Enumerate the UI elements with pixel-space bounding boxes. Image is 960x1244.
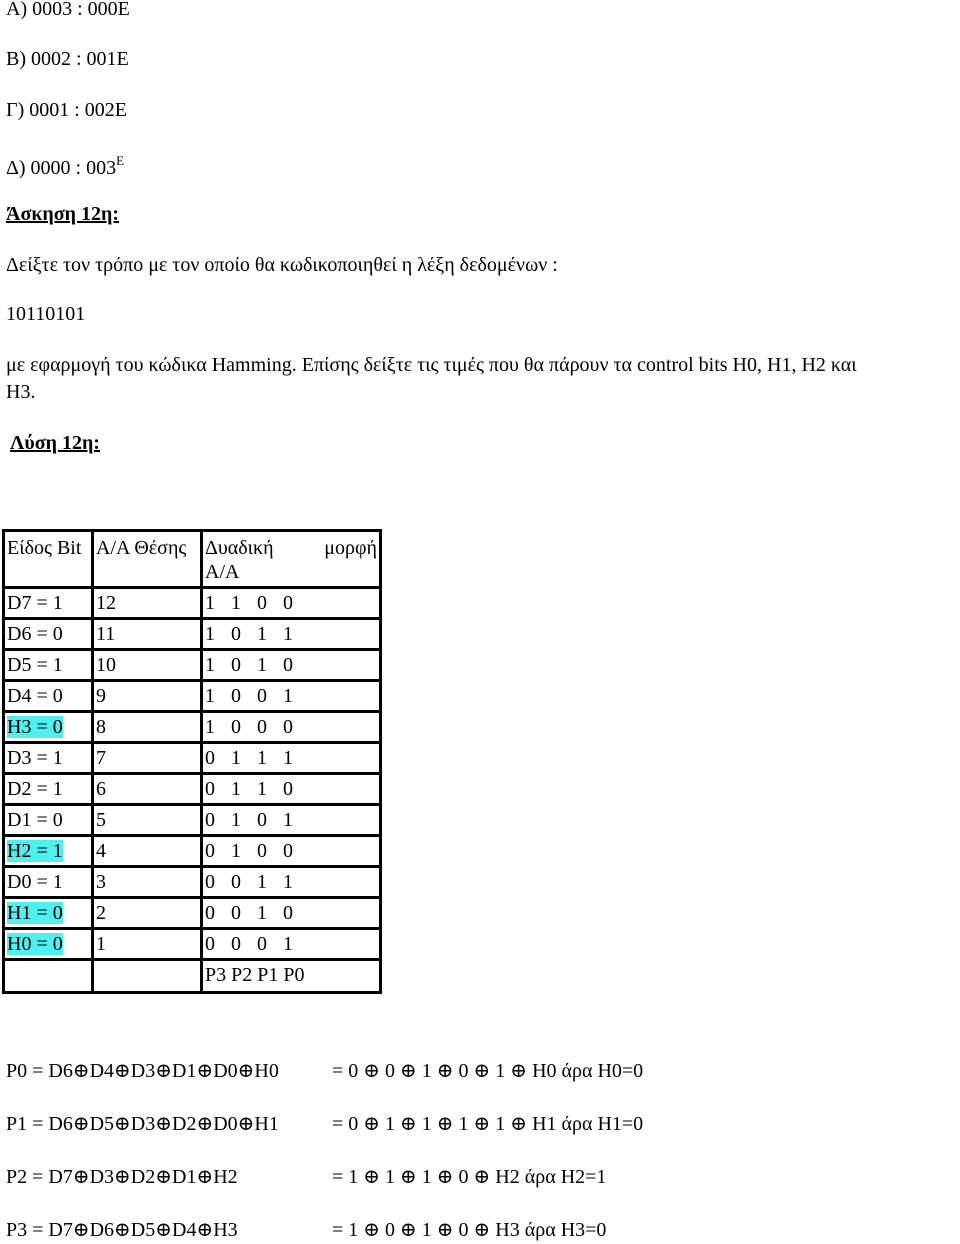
header-position: Α/Α Θέσης [93,531,202,588]
table-row [4,929,381,960]
position-cell: 8 [93,712,202,743]
position-cell: 10 [93,650,202,681]
binary-digit: 0 [283,902,293,924]
binary-digit: 1 [257,902,267,924]
bit-type-cell [4,588,93,619]
bit-type-cell [4,619,93,650]
binary-digit: 1 [257,747,267,769]
binary-cell [202,743,381,774]
position-cell: 5 [93,805,202,836]
binary-digit: 0 [231,654,241,676]
bit-type-label: D0 = 1 [7,871,63,893]
binary-digit: 1 [257,623,267,645]
bit-type-label: H3 = 0 [7,716,63,738]
binary-digit: 0 [205,778,215,800]
position-cell: 6 [93,774,202,805]
parity-equation-right: = 0 ⊕ 1 ⊕ 1 ⊕ 1 ⊕ 1 ⊕ H1 άρα H1=0 [332,1113,644,1135]
binary-digit: 0 [257,840,267,862]
instructions-line-1: με εφαρμογή του κώδικα Hamming. Επίσης δείξτε τις τιμές που θα πάρουν τα control bits H0, H1, H2 και [6,354,857,376]
header-binary-word: Δυαδική [205,537,274,559]
binary-digit: 1 [231,747,241,769]
option-d-sup: Ε [116,153,125,168]
table-row [4,743,381,774]
bit-type-cell [4,712,93,743]
bit-type-cell [4,836,93,867]
binary-digit: 0 [231,871,241,893]
binary-digit: 0 [257,716,267,738]
hamming-table-body [4,531,381,993]
binary-digit: 0 [205,840,215,862]
binary-digit: 1 [231,809,241,831]
binary-cell [202,712,381,743]
binary-cell [202,898,381,929]
binary-digit: 0 [257,809,267,831]
table-row [4,898,381,929]
bit-type-label: D7 = 1 [7,592,63,614]
binary-digit: 1 [283,809,293,831]
binary-digit: 1 [205,623,215,645]
bit-type-label: D5 = 1 [7,654,63,676]
table-row [4,681,381,712]
binary-digit: 1 [205,685,215,707]
bit-type-label: D3 = 1 [7,747,63,769]
bit-type-label: H1 = 0 [7,902,63,924]
table-row [4,650,381,681]
parity-equation-left: P1 = D6⊕D5⊕D3⊕D2⊕D0⊕H1 [6,1113,279,1135]
empty-cell [4,960,93,993]
position-cell: 7 [93,743,202,774]
binary-digit: 1 [257,654,267,676]
binary-digit: 0 [205,809,215,831]
binary-cell [202,929,381,960]
table-row [4,836,381,867]
binary-digit: 0 [283,716,293,738]
binary-digit: 1 [205,654,215,676]
binary-digit: 0 [283,840,293,862]
bit-type-label: D2 = 1 [7,778,63,800]
parity-equation-left: P3 = D7⊕D6⊕D5⊕D4⊕H3 [6,1219,238,1241]
binary-cell [202,681,381,712]
binary-digit: 0 [205,871,215,893]
bit-type-label: D4 = 0 [7,685,63,707]
binary-digit: 1 [205,592,215,614]
binary-digit: 0 [283,592,293,614]
parity-labels-cell: P3 P2 P1 P0 [202,960,381,993]
binary-digit: 0 [205,933,215,955]
position-cell: 11 [93,619,202,650]
bit-type-label: D1 = 0 [7,809,63,831]
binary-digit: 0 [205,902,215,924]
instructions-line-2: H3. [6,381,36,403]
parity-equation-right: = 1 ⊕ 1 ⊕ 1 ⊕ 0 ⊕ H2 άρα H2=1 [332,1166,607,1188]
binary-digit: 0 [283,778,293,800]
bit-type-cell [4,650,93,681]
header-bit-type: Είδος Bit [4,531,93,588]
binary-digit: 1 [257,778,267,800]
table-row [4,805,381,836]
binary-digit: 0 [231,902,241,924]
binary-digit: 0 [257,685,267,707]
binary-digit: 1 [231,778,241,800]
option-c: Γ) 0001 : 002Ε [6,99,127,121]
binary-digit: 1 [283,871,293,893]
position-cell: 4 [93,836,202,867]
binary-digit: 1 [231,592,241,614]
position-cell: 9 [93,681,202,712]
binary-cell [202,867,381,898]
table-row [4,712,381,743]
table-row [4,867,381,898]
parity-equation-right: = 0 ⊕ 0 ⊕ 1 ⊕ 0 ⊕ 1 ⊕ H0 άρα H0=0 [332,1060,644,1082]
binary-digit: 1 [257,871,267,893]
binary-cell [202,619,381,650]
table-header-row [4,531,381,588]
prompt-line: Δείξτε τον τρόπο με τον οποίο θα κωδικοποιηθεί η λέξη δεδομένων : [6,254,558,276]
binary-digit: 1 [283,685,293,707]
hamming-table [2,529,382,994]
option-b: Β) 0002 : 001Ε [6,48,129,70]
data-word: 10110101 [6,303,86,325]
option-d-main: Δ) 0000 : 003 [6,157,117,179]
binary-digit: 1 [283,623,293,645]
binary-digit: 1 [283,747,293,769]
position-cell: 3 [93,867,202,898]
parity-equation-right: = 1 ⊕ 0 ⊕ 1 ⊕ 0 ⊕ H3 άρα H3=0 [332,1219,607,1241]
bit-type-cell [4,929,93,960]
bit-type-label: D6 = 0 [7,623,63,645]
binary-digit: 0 [231,685,241,707]
option-d [6,149,124,180]
bit-type-cell [4,681,93,712]
header-form-word: μορφή [324,537,377,559]
binary-cell [202,805,381,836]
position-cell: 2 [93,898,202,929]
table-row [4,588,381,619]
solution-title: Λύση 12η: [10,432,100,454]
binary-digit: 0 [257,592,267,614]
bit-type-cell [4,743,93,774]
bit-type-cell [4,898,93,929]
header-binary [202,531,381,588]
header-aa: Α/Α [205,561,240,583]
table-footer-row [4,960,381,993]
binary-cell [202,836,381,867]
bit-type-label: H0 = 0 [7,933,63,955]
binary-digit: 0 [231,933,241,955]
binary-digit: 0 [283,654,293,676]
binary-digit: 0 [231,716,241,738]
bit-type-cell [4,774,93,805]
binary-digit: 1 [283,933,293,955]
bit-type-cell [4,805,93,836]
binary-cell [202,588,381,619]
parity-equation-left: P2 = D7⊕D3⊕D2⊕D1⊕H2 [6,1166,238,1188]
binary-digit: 1 [205,716,215,738]
empty-cell [93,960,202,993]
parity-equation-left: P0 = D6⊕D4⊕D3⊕D1⊕D0⊕H0 [6,1060,279,1082]
table-row [4,619,381,650]
option-a: Α) 0003 : 000Ε [6,0,130,20]
binary-digit: 0 [205,747,215,769]
position-cell: 12 [93,588,202,619]
binary-digit: 1 [231,840,241,862]
position-cell: 1 [93,929,202,960]
exercise-title: Άσκηση 12η: [6,203,120,225]
binary-cell [202,774,381,805]
bit-type-cell [4,867,93,898]
binary-cell [202,650,381,681]
table-row [4,774,381,805]
binary-digit: 0 [257,933,267,955]
bit-type-label: H2 = 1 [7,840,63,862]
binary-digit: 0 [231,623,241,645]
